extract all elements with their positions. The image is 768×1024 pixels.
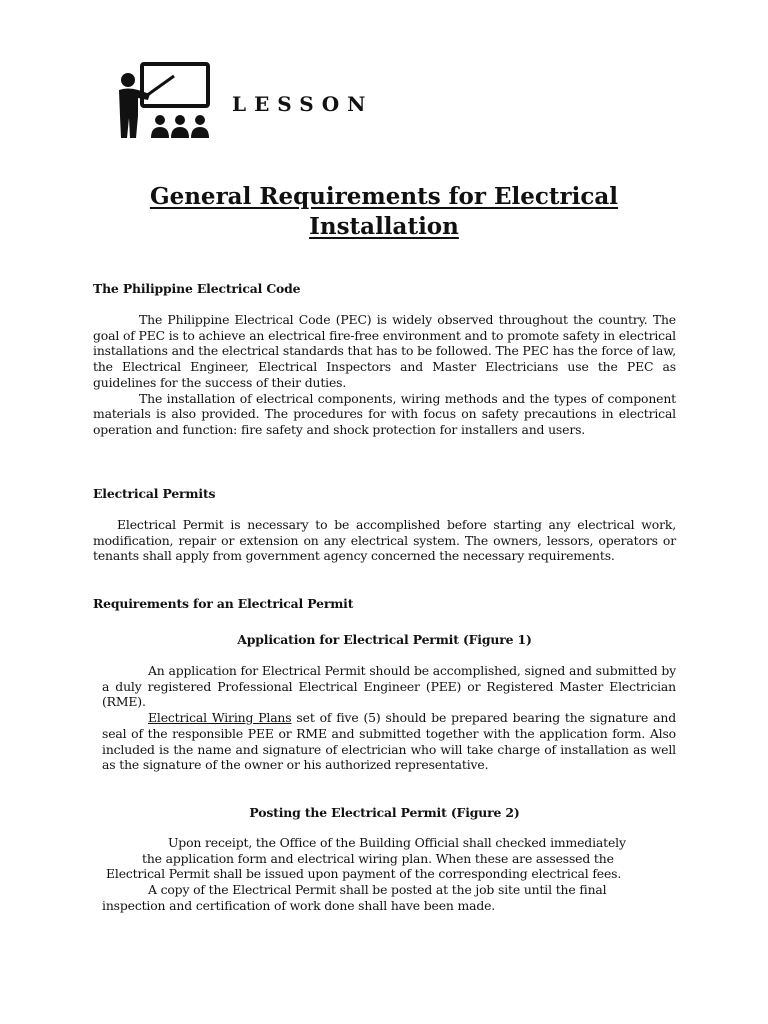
permits-paragraph-1: Electrical Permit is necessary to be accomplished before starting any electrical work, modification, repair or extension on any electrical system. The owners, lessors, operators or tenants shall apply from government agency concerned the necessary requirements. — [93, 517, 676, 564]
wiring-plans-text: set of five (5) should be prepared bearing the signature and seal of the responsible PEE or RME and submitted together with the application form. Also included is the name and signature of electrician who will take charge of installation as well as the signature of the owner or his authorized representative. — [102, 710, 676, 773]
wiring-plans-paragraph — [102, 710, 676, 773]
lesson-label: LESSON — [232, 92, 374, 116]
pec-heading: The Philippine Electrical Code — [93, 281, 301, 296]
application-heading: Application for Electrical Permit (Figure 1) — [237, 632, 532, 647]
permits-section-body — [93, 517, 676, 564]
pec-section-body — [93, 312, 676, 438]
posting-line-3: Electrical Permit shall be issued upon payment of the corresponding electrical fees. — [106, 866, 622, 882]
application-section-body — [102, 663, 676, 773]
title-line-1: General Requirements for Electrical — [149, 183, 619, 210]
posting-section-body — [102, 835, 676, 914]
posting-line-4: A copy of the Electrical Permit shall be posted at the job site until the final — [148, 882, 607, 898]
requirements-heading: Requirements for an Electrical Permit — [93, 596, 354, 611]
pec-paragraph-2: The installation of electrical components, wiring methods and the types of component materials is also provided. The procedures for with focus on safety precautions in electrical operation and function: fire safety and shock protection for installers and users. — [93, 390, 676, 437]
application-paragraph: An application for Electrical Permit should be accomplished, signed and submitted by a duly registered Professional Electrical Engineer (PEE) or Registered Master Electrician (RME). — [102, 663, 676, 710]
posting-heading: Posting the Electrical Permit (Figure 2) — [249, 805, 520, 820]
posting-line-1: Upon receipt, the Office of the Building Official shall checked immediately — [168, 835, 626, 850]
page-title — [90, 182, 678, 242]
posting-line-5: inspection and certification of work done shall have been made. — [102, 897, 496, 913]
wiring-plans-link: Electrical Wiring Plans — [148, 710, 292, 726]
permits-heading: Electrical Permits — [93, 486, 216, 501]
teacher-presentation-icon — [116, 60, 212, 140]
title-line-2: Installation — [309, 213, 459, 240]
posting-line-2: the application form and electrical wiring plan. When these are assessed the — [142, 850, 614, 866]
pec-paragraph-1: The Philippine Electrical Code (PEC) is widely observed throughout the country. The goal of PEC is to achieve an electrical fire-free environment and to promote safety in electrical installations and the electrical standards that has to be followed. The PEC has the force of law, the Electrical Engineer, Electrical Inspectors and Master Electricians use the PEC as guidelines for the success of their duties. — [93, 312, 676, 390]
